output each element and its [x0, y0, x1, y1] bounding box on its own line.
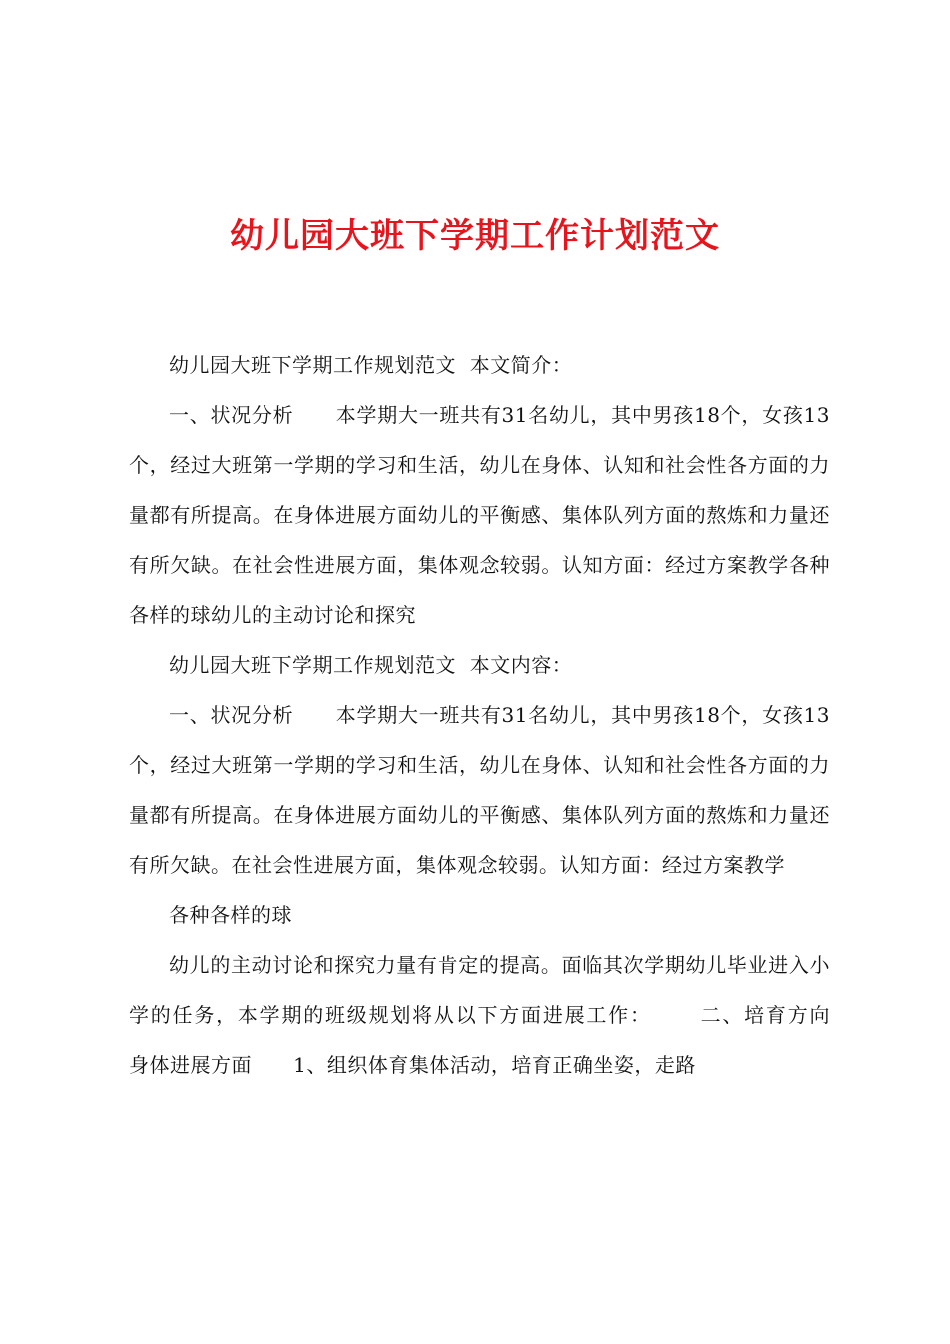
paragraph-content-heading: 幼儿园大班下学期工作规划范文 本文内容： — [169, 653, 573, 677]
paragraph-training-direction: 幼儿的主动讨论和探究力量有肯定的提高。面临其次学期幼儿毕业进入小学的任务，本学期的班级规划将从以下方面进展工作： 二、培育方向 身体进展方面 1、组织体育集体活动，培育正确坐姿，走路 — [129, 953, 872, 1077]
paragraph-content-analysis: 一、状况分析 本学期大一班共有31名幼儿，其中男孩18个，女孩13个，经过大班第一学期的学习和生活，幼儿在身体、认知和社会性各方面的力量都有所提高。在身体进展方面幼儿的平衡感、集体队列方面的熬炼和力量还有所欠缺。在社会性进展方面，集体观念较弱。认知方面：经过方案教学 — [129, 703, 830, 877]
paragraph-intro-heading: 幼儿园大班下学期工作规划范文 本文简介： — [169, 353, 573, 377]
document-title: 幼儿园大班下学期工作计划范文 — [230, 216, 720, 256]
paragraph-intro-summary: 一、状况分析 本学期大一班共有31名幼儿，其中男孩18个，女孩13个，经过大班第一学期的学习和生活，幼儿在身体、认知和社会性各方面的力量都有所提高。在身体进展方面幼儿的平衡感、集体队列方面的熬炼和力量还有所欠缺。在社会性进展方面，集体观念较弱。认知方面：经过方案教学各种各样的球幼儿的主动讨论和探究 — [129, 403, 830, 627]
document-body — [129, 340, 872, 1090]
paragraph-ball-topic: 各种各样的球 — [169, 903, 292, 927]
